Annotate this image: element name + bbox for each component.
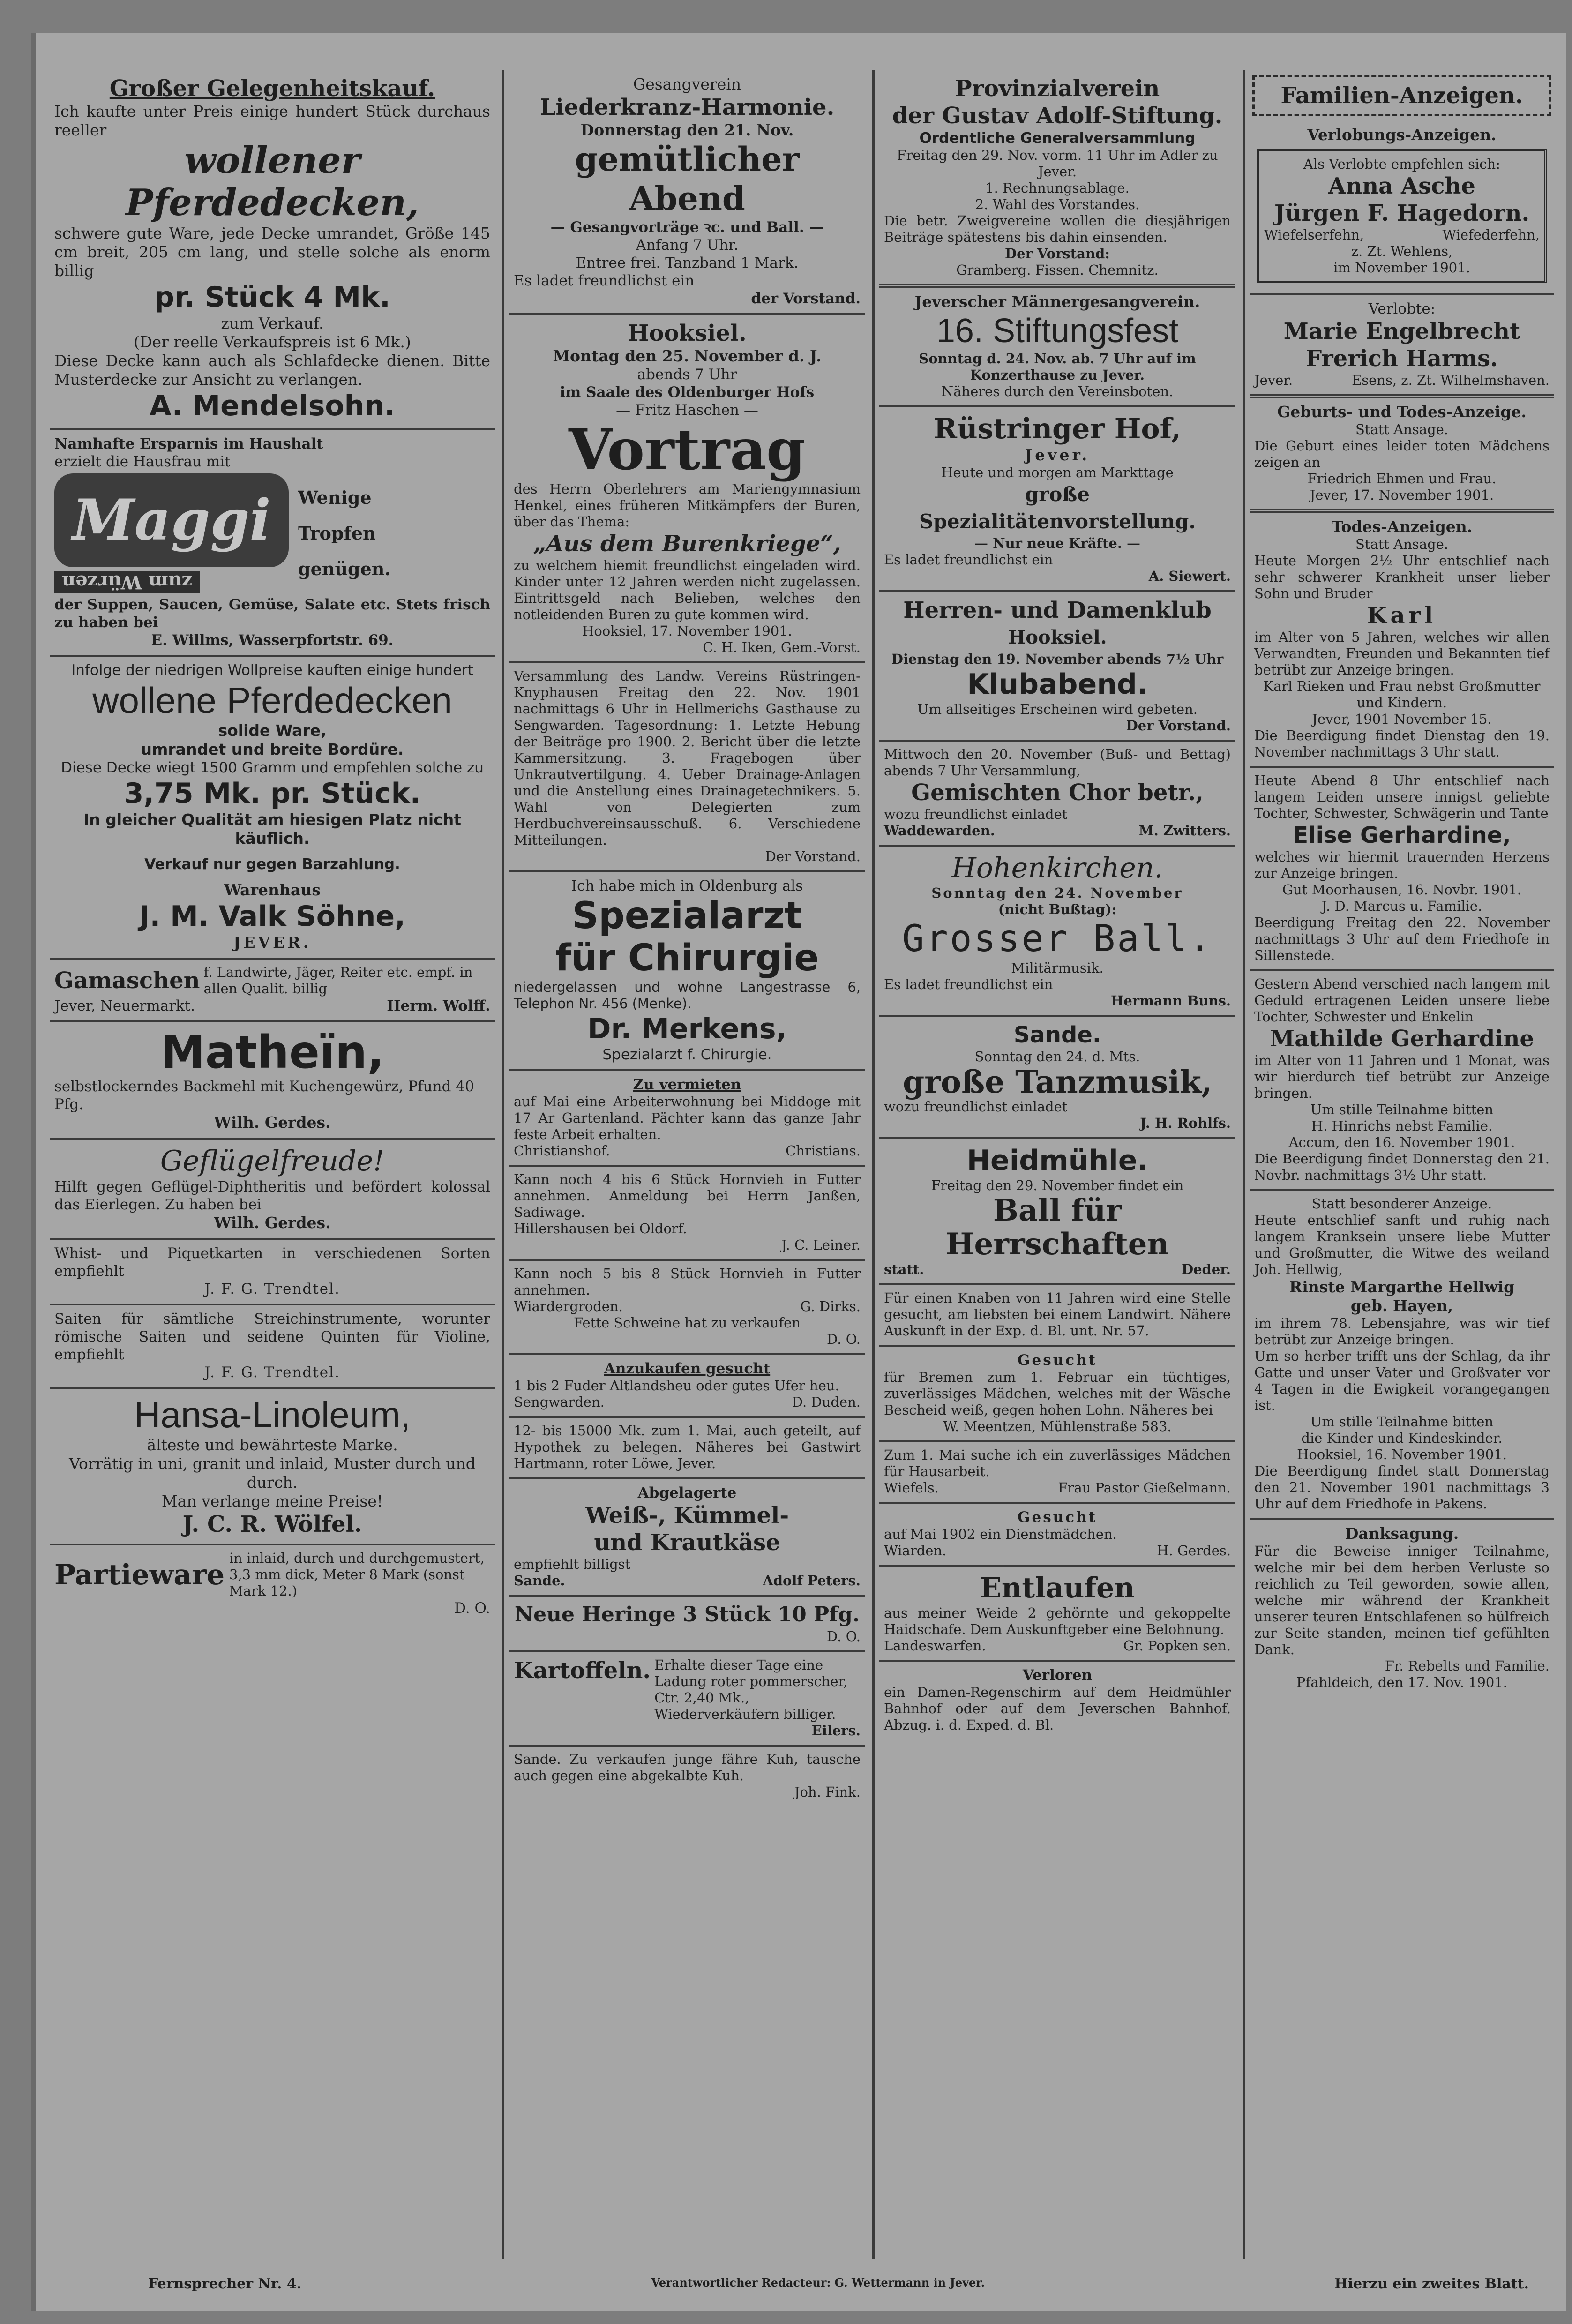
chor-l2: wozu freundlichst einladet: [884, 806, 1068, 822]
ad-tod-karl: [1250, 513, 1554, 768]
footer-editor: Verantwortlicher Redacteur: G. Wettermann in Jever.: [651, 2276, 985, 2289]
verein-l2: der Gustav Adolf-Stiftung.: [892, 103, 1223, 129]
column-4: [1250, 70, 1554, 2259]
verein-l5: 1. Rechnungsablage.: [985, 180, 1130, 196]
verloren-text: ein Damen-Regenschirm auf dem Heidmühler Bahnhof oder auf dem Jeverschen Bahnhof. Abzug. i. d. Exped. d. Bl.: [884, 1684, 1231, 1733]
ad-hansa: [50, 1389, 495, 1545]
ad-verloren: [879, 1662, 1235, 1739]
hof-title2: große Spezialitätenvorstellung.: [919, 483, 1196, 533]
klub-l1: Dienstag den 19. November abends 7½ Uhr: [891, 651, 1224, 667]
gesang-l1: Gesangverein: [633, 75, 741, 93]
maenner-l4: Näheres durch den Vereinsboten.: [941, 383, 1174, 399]
hof-l3: Es ladet freundlichst ein: [884, 552, 1053, 568]
dank-text: Für die Beweise inniger Teilnahme, welche mir bei dem herben Verluste so reichlich zu Teil geworden, sowie allen, welche mir während der Krankheit unserer teuren Entschlafenen so hülfreich zur Seite standen, meinen tief gefühlten Dank.: [1254, 1543, 1550, 1657]
kaese-head: Abgelagerte: [637, 1484, 737, 1501]
verlobung-head: Verlobungs-Anzeigen.: [1307, 126, 1497, 144]
maggi-side-1: Wenige: [298, 487, 372, 508]
gamaschen-text: f. Landwirte, Jäger, Reiter etc. empf. in allen Qualit. billig: [203, 964, 473, 997]
geburt-date: Jever, 17. November 1901.: [1310, 487, 1494, 503]
column-rule-3: [1243, 70, 1245, 2259]
gesucht1-head: Gesucht: [1018, 1352, 1097, 1369]
hof-l1: Heute und morgen am Markttage: [941, 465, 1174, 480]
ad-valk: [50, 657, 495, 960]
ad-tod-mathilde: [1250, 971, 1554, 1191]
tod2-burial: Beerdigung Freitag den 22. November nachmittags 3 Uhr auf dem Friedhofe in Sillenstede.: [1254, 915, 1550, 963]
ball-title: Grosser Ball.: [902, 918, 1213, 960]
mathein-text: selbstlockerndes Backmehl mit Kuchengewürz, Pfund 40 Pfg.: [54, 1078, 474, 1113]
ad-note: (Der reelle Verkaufspreis ist 6 Mk.): [134, 333, 411, 351]
valk-l1: solide Ware,: [218, 721, 327, 740]
ad-gustav-adolf: [879, 70, 1235, 288]
tod4-l1: Um stille Teilnahme bitten: [1310, 1414, 1494, 1430]
hof-town: Jever.: [1025, 446, 1090, 464]
gesang-l2: Liederkranz-Harmonie.: [539, 94, 835, 120]
verein-l6: 2. Wahl des Vorstandes.: [975, 196, 1140, 212]
whist-text: Whist- und Piquetkarten in verschiedenen Sorten empfiehlt: [54, 1245, 490, 1280]
verlobung-date: im November 1901.: [1333, 260, 1470, 276]
valk-seller: J. M. Valk Söhne,: [139, 900, 405, 933]
ad-grosser-ball: [879, 847, 1235, 1017]
ad-ankaufen: [509, 1355, 865, 1418]
column-rule-1: [502, 70, 504, 2259]
tod3-date: Accum, den 16. November 1901.: [1288, 1134, 1515, 1150]
hof-title: Rüstringer Hof,: [934, 412, 1181, 445]
hornvieh2-l2: Fette Schweine hat zu verkaufen: [573, 1315, 801, 1331]
maggi-head: Namhafte Ersparnis im Haushalt: [54, 435, 323, 452]
ad-gamaschen: [50, 960, 495, 1022]
gamaschen-word: Gamaschen: [54, 967, 200, 994]
vortrag-place: Hooksiel.: [628, 320, 747, 346]
newspaper-page: [31, 33, 1566, 2311]
ad-title: Großer Gelegenheitskauf.: [109, 75, 435, 102]
entlaufen-title: Entlaufen: [980, 1572, 1135, 1604]
verein-l1: Provinzialverein: [955, 75, 1160, 102]
vortrag-loc: im Saale des Oldenburger Hofs: [560, 384, 815, 401]
gesang-l6: Anfang 7 Uhr.: [636, 237, 739, 254]
versammlung-text: Versammlung des Landw. Vereins Rüstringen-Knyphausen Freitag den 22. Nov. 1901 nachmittags 6 Uhr in Hellmerichs Gasthause zu Sengwarden. Tagesordnung: 1. Letzte Hebung der Beiträge pro 1900. 2. Bericht über die letzte Kammersitzung. 3. Fragebogen über Unkrautvertilgung. 4. Ueber Drainage-Anlagen und die Anstellung eines Drainagetechnikers. 5. Wahl von Delegierten zum Herdbuchvereinsausschuß. 6. Verschiedene Mitteilungen.: [514, 668, 861, 848]
gefluegel-seller: Wilh. Gerdes.: [214, 1214, 331, 1232]
entlaufen-text: aus meiner Weide 2 gehörnte und gekoppelte Haidschafe. Dem Auskunftgeber eine Belohnung.: [884, 1605, 1231, 1637]
kaese-l1: empfiehlt billigst: [514, 1556, 631, 1572]
kartoffeln-word: Kartoffeln.: [514, 1657, 651, 1684]
column-rule-2: [872, 70, 875, 2259]
versammlung-sig: Der Vorstand.: [765, 848, 861, 864]
maggi-logo-box: [54, 473, 289, 593]
dank-date: Pfahldeich, den 17. Nov. 1901.: [1296, 1674, 1508, 1690]
ad-kartoffeln: [509, 1652, 865, 1747]
chor-sig: M. Zwitters.: [1138, 823, 1231, 839]
maggi-side: [289, 480, 490, 587]
ball-l2: (nicht Bußtag):: [998, 901, 1117, 917]
heringe-sig: D. O.: [827, 1628, 861, 1644]
tod1-burial: Die Beerdigung findet Dienstag den 19. November nachmittags 3 Uhr statt.: [1254, 727, 1550, 760]
hansa-title: Hansa-Linoleum,: [134, 1394, 411, 1435]
tod4-text2: im ihrem 78. Lebensjahre, was wir tief betrübt zur Anzeige bringen.: [1254, 1315, 1550, 1348]
ad-hornvieh-2: [509, 1261, 865, 1355]
ball-l3: Militärmusik.: [1011, 960, 1104, 976]
ad-vermieten: [509, 1071, 865, 1167]
tod4-names: die Kinder und Kindeskinder.: [1301, 1430, 1503, 1446]
gesucht1-sig: W. Meentzen, Mühlenstraße 583.: [943, 1418, 1172, 1434]
vortrag-title: Vortrag: [569, 417, 806, 483]
gesang-l4: gemütlicher Abend: [575, 140, 800, 218]
hornvieh2-name: G. Dirks.: [800, 1298, 861, 1314]
gesucht2-head: Gesucht: [1018, 1509, 1097, 1526]
sande-place: Sande.: [1013, 1022, 1101, 1048]
tod3-name: Mathilde Gerhardine: [1270, 1026, 1534, 1052]
tod1-head: Todes-Anzeigen.: [1331, 517, 1473, 536]
heid-l1: Freitag den 29. November findet ein: [931, 1177, 1184, 1193]
sande-title: große Tanzmusik,: [903, 1064, 1212, 1100]
ad-ruestringer-hof: [879, 407, 1235, 592]
vortrag-date2: Hooksiel, 17. November 1901.: [582, 623, 792, 639]
valk-l3: Diese Decke wiegt 1500 Gramm und empfehlen solche zu: [61, 759, 484, 776]
column-3: [879, 70, 1235, 2259]
verlobung-pl: Wiefelserfehn,: [1264, 227, 1364, 243]
tod3-burial: Die Beerdigung findet Donnerstag den 21. Novbr. nachmittags 3½ Uhr statt.: [1254, 1151, 1550, 1183]
ad-heidmuehle: [879, 1139, 1235, 1285]
gesucht2-sig: H. Gerdes.: [1157, 1543, 1231, 1559]
gefluegel-text: Hilft gegen Geflügel-Diphtheritis und befördert kolossal das Eierlegen. Zu haben bei: [54, 1178, 490, 1213]
tod3-text: Gestern Abend verschied nach langem mit Geduld ertragenen Leiden unsere liebe Tochter, Schwester und Enkelin: [1254, 976, 1550, 1025]
gesang-l7: Entree frei. Tanzband 1 Mark.: [576, 255, 799, 271]
gamaschen-place: Jever, Neuermarkt.: [54, 997, 195, 1014]
geburt-l1: Statt Ansage.: [1355, 421, 1449, 437]
valk-l5: Verkauf nur gegen Barzahlung.: [144, 856, 400, 873]
ad-sale: zum Verkauf.: [221, 314, 324, 332]
arzt-role: Spezialarzt f. Chirurgie.: [602, 1046, 772, 1063]
verlobt2-r: Esens, z. Zt. Wilhelmshaven.: [1352, 372, 1550, 388]
vermieten-text: auf Mai eine Arbeiterwohnung bei Middoge mit 17 Ar Gartenland. Pächter kann das ganze Jahr feste Arbeit erhalten.: [514, 1094, 861, 1142]
geburt-text: Die Geburt eines leider toten Mädchens zeigen an: [1254, 438, 1550, 470]
maggi-block: [54, 473, 490, 593]
ball-l4: Es ladet freundlichst ein: [884, 976, 1053, 992]
footer-second-sheet: Hierzu ein zweites Blatt.: [1334, 2276, 1529, 2292]
arzt-intro: Ich habe mich in Oldenburg als: [571, 877, 803, 894]
maggi-logo: [54, 473, 289, 567]
arzt-title1: Spezialarzt: [572, 895, 802, 937]
hof-l2: — Nur neue Kräfte. —: [974, 535, 1141, 551]
gesang-sig: der Vorstand.: [751, 290, 861, 307]
mathein-title: Matheïn,: [160, 1026, 384, 1079]
klub-l2: Um allseitiges Erscheinen wird gebeten.: [917, 701, 1198, 717]
hansa-l1: älteste und bewährteste Marke.: [147, 1436, 398, 1454]
verein-head: Der Vorstand:: [1004, 246, 1110, 262]
arzt-title2: für Chirurgie: [555, 937, 819, 979]
ad-mathein: [50, 1022, 495, 1140]
verlobt2-l: Jever.: [1254, 372, 1293, 388]
verlobt2-n1: Marie Engelbrecht: [1283, 318, 1520, 345]
maedchen-sig: Frau Pastor Gießelmann.: [1058, 1480, 1231, 1496]
dank-head: Danksagung.: [1345, 1524, 1459, 1543]
ad-chor: [879, 742, 1235, 847]
maggi-band: zum Würzen: [54, 571, 200, 593]
kartoffeln-sig: Eilers.: [811, 1723, 861, 1739]
tod1-text2: im Alter von 5 Jahren, welches wir allen Verwandten, Freunden und Bekannten tief betrübt zur Anzeige bringen.: [1254, 629, 1550, 678]
partie-sig: D. O.: [454, 1600, 490, 1617]
sande-l2: wozu freundlichst einladet: [884, 1099, 1068, 1115]
ad-danksagung: [1250, 1520, 1554, 1696]
entlaufen-sig: Gr. Popken sen.: [1123, 1638, 1231, 1654]
maggi-sub: erzielt die Hausfrau mit: [54, 453, 231, 470]
ad-klub: [879, 592, 1235, 742]
verlobung-n2: Jürgen F. Hagedorn.: [1274, 200, 1530, 226]
hornvieh2-sig: D. O.: [827, 1331, 861, 1347]
ad-gesucht-1: [879, 1347, 1235, 1442]
kaese-title1: Weiß-, Kümmel-: [585, 1502, 789, 1529]
ad-kaese: [509, 1479, 865, 1597]
ball-sig: Hermann Buns.: [1111, 993, 1231, 1009]
klub-title2: Klubabend.: [967, 668, 1148, 701]
hornvieh1-sig: J. C. Leiner.: [781, 1237, 861, 1253]
tod2-text2: welches wir hiermit trauernden Herzens zur Anzeige bringen.: [1254, 849, 1550, 881]
mathein-seller: Wilh. Gerdes.: [214, 1113, 331, 1132]
valk-l6: Warenhaus: [224, 881, 321, 899]
geburt-head: Geburts- und Todes-Anzeige.: [1277, 403, 1527, 421]
valk-town: JEVER.: [233, 933, 312, 952]
column-1: [50, 70, 495, 2259]
ad-maennergesang: [879, 288, 1235, 407]
ad-gelegenheitskauf: [50, 70, 495, 430]
ad-product: wollener Pferdedecken,: [125, 139, 419, 224]
kaese-place: Sande.: [514, 1573, 565, 1589]
ad-liederkranz: [509, 70, 865, 315]
kuh-text: Sande. Zu verkaufen junge fähre Kuh, tausche auch gegen eine abgekalbte Kuh.: [514, 1751, 861, 1784]
arzt-name: Dr. Merkens,: [587, 1012, 787, 1045]
gesucht2-text: auf Mai 1902 ein Dienstmädchen.: [884, 1526, 1117, 1542]
entlaufen-place: Landeswarfen.: [884, 1638, 986, 1654]
valk-price: 3,75 Mk. pr. Stück.: [124, 777, 421, 810]
tod4-text: Heute entschlief sanft und ruhig nach langem Kranksein unsere liebe Mutter und Großmutter, die Witwe des weiland Joh. Hellwig,: [1254, 1212, 1550, 1277]
ad-geburt: [1250, 398, 1554, 513]
ad-price: pr. Stück 4 Mk.: [154, 281, 390, 314]
tod3-l1: Um stille Teilnahme bitten: [1310, 1102, 1494, 1117]
vermieten-place: Christianshof.: [514, 1143, 610, 1159]
ankaufen-place: Sengwarden.: [514, 1394, 605, 1410]
hornvieh1-text: Kann noch 4 bis 6 Stück Hornvieh in Futter annehmen. Anmeldung bei Herrn Janßen, Sadiwage.: [514, 1171, 861, 1220]
tod1-l1: Statt Ansage.: [1355, 536, 1449, 552]
tod4-date: Hooksiel, 16. November 1901.: [1297, 1447, 1507, 1462]
hansa-l2: Vorrätig in uni, granit und inlaid, Muster durch und durch.: [69, 1454, 476, 1492]
kartoffeln-text: Erhalte dieser Tage eine Ladung roter pommerscher, Ctr. 2,40 Mk., Wiederverkäufern billiger.: [654, 1657, 848, 1722]
kaese-sig: Adolf Peters.: [763, 1573, 861, 1589]
tod3-names: H. Hinrichs nebst Familie.: [1311, 1118, 1493, 1134]
tod3-text2: im Alter von 11 Jahren und 1 Monat, was wir hierdurch tief betrübt zur Anzeige bringen.: [1254, 1052, 1550, 1101]
vermieten-head: Zu vermieten: [633, 1076, 741, 1093]
tod2-name: Elise Gerhardine,: [1293, 822, 1511, 848]
gefluegel-title: Geflügelfreude!: [160, 1145, 385, 1177]
kaese-title2: und Krautkäse: [594, 1529, 780, 1556]
hornvieh2-text: Kann noch 5 bis 8 Stück Hornvieh in Futter annehmen.: [514, 1266, 861, 1298]
gesucht2-place: Wiarden.: [884, 1543, 947, 1559]
ad-seller: A. Mendelsohn.: [150, 390, 395, 422]
tod1-date: Jever, 1901 November 15.: [1312, 711, 1492, 727]
chor-title: Gemischten Chor betr.,: [911, 780, 1204, 806]
ad-text: Diese Decke kann auch als Schlafdecke dienen. Bitte Musterdecke zur Ansicht zu verlangen.: [54, 352, 490, 389]
vortrag-text: des Herrn Oberlehrers am Mariengymnasium Henkel, eines früheren Mitkämpfers der Buren, über das Thema:: [514, 481, 861, 530]
verlobung-box: [1257, 149, 1547, 283]
valk-product: wollene Pferdedecken: [92, 680, 452, 721]
verlobung-pr: Wiefederfehn,: [1442, 227, 1540, 243]
ankaufen-text: 1 bis 2 Fuder Altlandsheu oder gutes Ufer heu.: [514, 1378, 839, 1394]
heringe-title: Neue Heringe 3 Stück 10 Pfg.: [514, 1603, 860, 1627]
tod1-name: Karl: [1367, 602, 1437, 629]
ad-vortrag: [509, 315, 865, 663]
chor-place: Waddewarden.: [884, 823, 995, 839]
klub-place: Hooksiel.: [1008, 626, 1107, 648]
hof-sig: A. Siewert.: [1148, 568, 1231, 584]
maedchen-place: Wiefels.: [884, 1480, 939, 1496]
hypothek-text: 12- bis 15000 Mk. zum 1. Mai, auch geteilt, auf Hypothek zu belegen. Näheres bei Gastwirt Hartmann, roter Löwe, Jever.: [514, 1423, 861, 1471]
ad-gesucht-2: [879, 1504, 1235, 1567]
valk-l4: In gleicher Qualität am hiesigen Platz nicht käuflich.: [83, 810, 461, 847]
maggi-side-2: Tropfen: [298, 522, 376, 544]
ad-spezialarzt: [509, 872, 865, 1071]
tod1-names: Karl Rieken und Frau nebst Großmutter und Kindern.: [1263, 678, 1541, 711]
gesang-l5: — Gesangvorträge ꝛc. und Ball. —: [550, 219, 824, 236]
hansa-l3: Man verlange meine Preise!: [161, 1492, 383, 1510]
geburt-names: Friedrich Ehmen und Frau.: [1307, 471, 1497, 487]
verlobt2-n2: Frerich Harms.: [1306, 345, 1498, 372]
verein-l7: Die betr. Zweigvereine wollen die diesjährigen Beiträge spätestens bis dahin einsenden.: [884, 213, 1231, 245]
verein-l4: Freitag den 29. Nov. vorm. 11 Uhr im Adler zu Jever.: [897, 147, 1218, 180]
vortrag-text2: zu welchem hiemit freundlichst eingeladen wird. Kinder unter 12 Jahren werden nicht zugelassen. Eintrittsgeld nach Belieben, welches den notleidenden Buren zu gute kommen wird.: [514, 557, 861, 622]
maenner-l2: 16. Stiftungsfest: [936, 312, 1179, 350]
ball-l1: Sonntag den 24. November: [931, 885, 1183, 901]
tod1-text: Heute Morgen 2½ Uhr entschlief nach sehr schwerer Krankheit unser lieber Sohn und Bruder: [1254, 553, 1550, 601]
ad-desc: schwere gute Ware, jede Decke umrandet, Größe 145 cm breit, 205 cm lang, und stelle solche als enorm billig: [54, 224, 490, 280]
partie-text: in inlaid, durch und durchgemustert, 3,3 mm dick, Meter 8 Mark (sonst Mark 12.): [229, 1550, 485, 1599]
knabe-text: Für einen Knaben von 11 Jahren wird eine Stelle gesucht, am liebsten bei einem Landwirt. Nähere Auskunft in der Exp. d. Bl. unt. Nr. 57.: [884, 1290, 1231, 1339]
hornvieh1-l2: Hillershausen bei Oldorf.: [514, 1221, 687, 1237]
ad-whist: [50, 1240, 495, 1305]
arzt-text: niedergelassen und wohne Langestrasse 6, Telephon Nr. 456 (Menke).: [514, 979, 861, 1012]
maggi-text: der Suppen, Saucen, Gemüse, Salate etc. Stets frisch zu haben bei: [54, 596, 490, 631]
column-2: [509, 70, 865, 2259]
ad-verlobung: [1250, 121, 1554, 295]
ankaufen-head: Anzukaufen gesucht: [604, 1360, 771, 1377]
vortrag-theme: „Aus dem Burenkriege“,: [533, 531, 841, 557]
familien-title: Familien-Anzeigen.: [1280, 82, 1523, 109]
saiten-seller: J. F. G. Trendtel.: [204, 1364, 340, 1381]
ad-tod-elise: [1250, 768, 1554, 971]
ad-gefluegel: [50, 1140, 495, 1240]
ad-knabe: [879, 1285, 1235, 1347]
tod2-text: Heute Abend 8 Uhr entschlief nach langem Leiden unsere innigst geliebte Tochter, Schwester, Schwägerin und Tante: [1254, 772, 1550, 821]
maedchen-text: Zum 1. Mai suche ich ein zuverlässiges Mädchen für Hausarbeit.: [884, 1447, 1231, 1479]
tod2-names: J. D. Marcus u. Familie.: [1321, 898, 1482, 914]
vortrag-host: — Fritz Haschen —: [616, 402, 758, 419]
familien-header: [1252, 75, 1551, 116]
vortrag-sig: C. H. Iken, Gem.-Vorst.: [703, 639, 861, 655]
heid-sig: Deder.: [1181, 1261, 1231, 1277]
gesang-l8: Es ladet freundlichst ein: [514, 272, 695, 289]
hornvieh2-place: Wiardergroden.: [514, 1298, 623, 1314]
ad-saiten: [50, 1305, 495, 1389]
verlobung-l2: z. Zt. Wehlens,: [1351, 243, 1453, 259]
tod4-burial: Die Beerdigung findet statt Donnerstag den 21. November 1901 nachmittags 3 Uhr auf dem Friedhofe in Pakens.: [1254, 1463, 1550, 1512]
saiten-text: Saiten für sämtliche Streichinstrumente, worunter römische Saiten und seidene Quinten für Violine, empfiehlt: [54, 1311, 490, 1363]
sande-l1: Sonntag den 24. d. Mts.: [974, 1049, 1140, 1065]
verlobt2-head: Verlobte:: [1368, 300, 1436, 317]
valk-l2: umrandet und breite Bordüre.: [141, 740, 404, 758]
page-footer: [148, 2276, 1529, 2292]
ball-place: Hohenkirchen.: [951, 852, 1163, 885]
heid-title: Ball für Herrschaften: [946, 1193, 1169, 1262]
tod4-head: Statt besonderer Anzeige.: [1311, 1196, 1492, 1212]
gamaschen-seller: Herm. Wolff.: [387, 997, 490, 1014]
verein-l3: Ordentliche Generalversammlung: [919, 130, 1196, 147]
ad-intro: Ich kaufte unter Preis einige hundert Stück durchaus reeller: [54, 102, 490, 139]
ad-tanzmusik: [879, 1017, 1235, 1139]
ad-verlobte: [1250, 295, 1554, 398]
ad-hornvieh-1: [509, 1167, 865, 1261]
vortrag-time: abends 7 Uhr: [637, 366, 737, 383]
dank-names: Fr. Rebelts und Familie.: [1385, 1658, 1550, 1674]
ad-maedchen: [879, 1442, 1235, 1504]
hansa-seller: J. C. R. Wölfel.: [182, 1511, 362, 1537]
ankaufen-sig: D. Duden.: [792, 1394, 861, 1410]
klub-sig: Der Vorstand.: [1126, 718, 1231, 734]
vermieten-sig: Christians.: [786, 1143, 861, 1159]
maggi-side-3: genügen.: [298, 558, 391, 579]
maenner-l1: Jeverscher Männergesangverein.: [914, 292, 1200, 311]
heid-place: Heidmühle.: [966, 1144, 1148, 1177]
verein-names: Gramberg. Fissen. Chemnitz.: [956, 262, 1159, 278]
ad-entlaufen: [879, 1567, 1235, 1662]
ad-maggi: [50, 430, 495, 657]
ad-versammlung: [509, 663, 865, 872]
ad-heringe: [509, 1597, 865, 1652]
maggi-seller: E. Willms, Wasserpfortstr. 69.: [151, 632, 394, 649]
kuh-sig: Joh. Fink.: [794, 1784, 861, 1800]
ad-tod-hellwig: [1250, 1191, 1554, 1520]
verlobung-l1: Als Verlobte empfehlen sich:: [1303, 156, 1500, 172]
partie-word: Partieware: [54, 1558, 225, 1591]
ad-hypothek: [509, 1418, 865, 1479]
verloren-head: Verloren: [1022, 1667, 1093, 1684]
tod4-text3: Um so herber trifft uns der Schlag, da ihr Gatte und unser Vater und Großvater vor 4 Tagen in die Ewigkeit vorangegangen ist.: [1254, 1348, 1550, 1413]
vortrag-date: Montag den 25. November d. J.: [553, 347, 822, 365]
klub-title: Herren- und Damenklub: [903, 597, 1212, 623]
tod4-name: Rinste Margarthe Hellwig: [1289, 1278, 1515, 1296]
whist-seller: J. F. G. Trendtel.: [204, 1281, 340, 1297]
gesucht1-text: für Bremen zum 1. Februar ein tüchtiges, zuverlässiges Mädchen, welches mit der Wäsche Bescheid weiß, gegen hohen Lohn. Näheres bei: [884, 1369, 1231, 1418]
tod4-name2: geb. Hayen,: [1350, 1297, 1453, 1315]
valk-intro: Infolge der niedrigen Wollpreise kauften einige hundert: [71, 662, 473, 679]
sande-sig: J. H. Rohlfs.: [1140, 1115, 1231, 1131]
chor-l1: Mittwoch den 20. November (Buß- und Bettag) abends 7 Uhr Versammlung,: [884, 746, 1231, 779]
gesang-l3: Donnerstag den 21. Nov.: [580, 121, 794, 139]
ad-partieware: [50, 1545, 495, 1623]
maggi-logo-text: Maggi: [72, 487, 271, 553]
footer-phone: Fernsprecher Nr. 4.: [148, 2276, 302, 2292]
tod2-date: Gut Moorhausen, 16. Novbr. 1901.: [1282, 882, 1522, 898]
ad-kuh: [509, 1747, 865, 1806]
heid-l: statt.: [884, 1261, 924, 1277]
maenner-l3: Sonntag d. 24. Nov. ab. 7 Uhr auf im Konzerthause zu Jever.: [919, 351, 1196, 383]
verlobung-n1: Anna Asche: [1328, 173, 1475, 199]
